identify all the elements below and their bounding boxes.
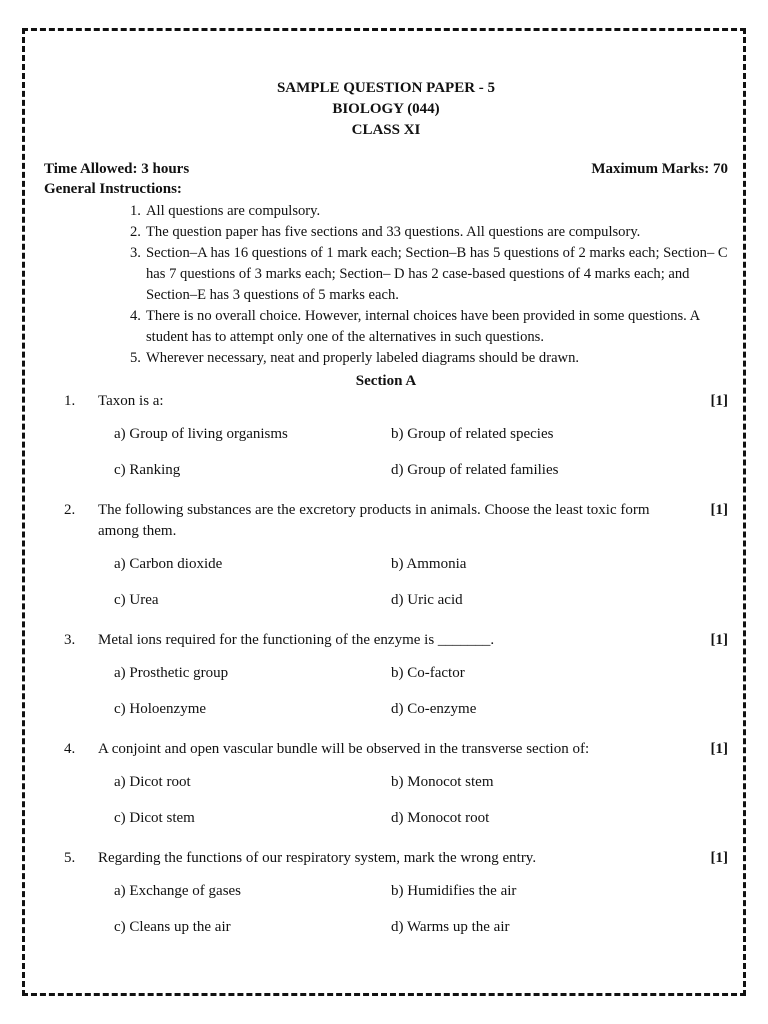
options-grid <box>44 881 728 938</box>
question-marks: [1] <box>710 741 728 757</box>
question-number: 4. <box>64 741 76 757</box>
question-marks: [1] <box>710 502 728 518</box>
question-row <box>44 739 728 760</box>
question-number: 2. <box>64 502 76 518</box>
option-d: d) Uric acid <box>391 592 463 608</box>
question-marks: [1] <box>710 632 728 648</box>
option-b: b) Co-factor <box>391 665 465 681</box>
option-c: c) Urea <box>114 592 159 608</box>
option-b: b) Group of related species <box>391 426 554 442</box>
question-row <box>44 391 728 412</box>
instruction-text: The question paper has five sections and 33 questions. All questions are compulsory. <box>146 224 641 240</box>
options-grid <box>44 554 728 611</box>
instruction-text: Section–A has 16 questions of 1 mark each; Section–B has 5 questions of 2 marks each; Section– C has 7 questions of 3 marks each; Section– D has 2 case-based questions of 4 marks each; and Section–E has 3 questions of 5 marks each. <box>146 245 728 303</box>
question-number: 5. <box>64 850 76 866</box>
question-text: The following substances are the excretory products in animals. Choose the least toxic form among them. <box>98 502 650 539</box>
question-2 <box>44 500 728 611</box>
question-number: 3. <box>64 632 76 648</box>
question-row <box>44 630 728 651</box>
question-row <box>44 848 728 869</box>
class-title: CLASS XI <box>351 122 421 138</box>
option-a: a) Carbon dioxide <box>114 556 223 572</box>
question-text: Metal ions required for the functioning of the enzyme is _______. <box>98 632 495 648</box>
question-text: Taxon is a: <box>98 393 164 409</box>
question-5 <box>44 848 728 938</box>
options-grid <box>44 772 728 829</box>
option-a: a) Group of living organisms <box>114 426 288 442</box>
option-a: a) Dicot root <box>114 774 191 790</box>
instruction-item <box>130 243 728 306</box>
instruction-text: All questions are compulsory. <box>146 203 321 219</box>
instruction-number: 3. <box>130 245 141 261</box>
subject-title: BIOLOGY (044) <box>332 101 440 117</box>
option-b: b) Monocot stem <box>391 774 494 790</box>
options-grid <box>44 663 728 720</box>
option-c: c) Ranking <box>114 462 181 478</box>
option-b: b) Ammonia <box>391 556 467 572</box>
question-row <box>44 500 728 542</box>
instruction-text: Wherever necessary, neat and properly labeled diagrams should be drawn. <box>146 350 580 366</box>
paper-title: SAMPLE QUESTION PAPER - 5 <box>276 80 496 96</box>
section-a-title: Section A <box>355 373 417 389</box>
option-a: a) Prosthetic group <box>114 665 229 681</box>
meta-row <box>44 159 728 179</box>
time-allowed: Time Allowed: 3 hours <box>44 161 190 177</box>
option-c: c) Dicot stem <box>114 810 195 826</box>
instruction-item <box>130 306 728 348</box>
question-marks: [1] <box>710 393 728 409</box>
instructions-heading: General Instructions: <box>44 181 182 197</box>
option-d: d) Warms up the air <box>391 919 510 935</box>
option-d: d) Monocot root <box>391 810 490 826</box>
question-4 <box>44 739 728 829</box>
question-3 <box>44 630 728 720</box>
question-1 <box>44 391 728 481</box>
question-text: Regarding the functions of our respiratory system, mark the wrong entry. <box>98 850 537 866</box>
option-b: b) Humidifies the air <box>391 883 517 899</box>
question-marks: [1] <box>710 850 728 866</box>
options-grid <box>44 424 728 481</box>
instruction-item <box>130 348 728 369</box>
instruction-item <box>130 201 728 222</box>
option-c: c) Cleans up the air <box>114 919 231 935</box>
question-number: 1. <box>64 393 76 409</box>
instructions-list <box>44 201 728 369</box>
instruction-number: 5. <box>130 350 141 366</box>
instruction-number: 4. <box>130 308 141 324</box>
maximum-marks: Maximum Marks: 70 <box>591 161 728 177</box>
instruction-number: 2. <box>130 224 141 240</box>
question-text: A conjoint and open vascular bundle will be observed in the transverse section of: <box>98 741 590 757</box>
instruction-item <box>130 222 728 243</box>
option-a: a) Exchange of gases <box>114 883 242 899</box>
question-paper <box>44 78 728 938</box>
option-d: d) Co-enzyme <box>391 701 477 717</box>
option-d: d) Group of related families <box>391 462 559 478</box>
option-c: c) Holoenzyme <box>114 701 207 717</box>
instruction-number: 1. <box>130 203 141 219</box>
instruction-text: There is no overall choice. However, internal choices have been provided in some questions. A student has to attempt only one of the alternatives in such questions. <box>146 308 700 345</box>
